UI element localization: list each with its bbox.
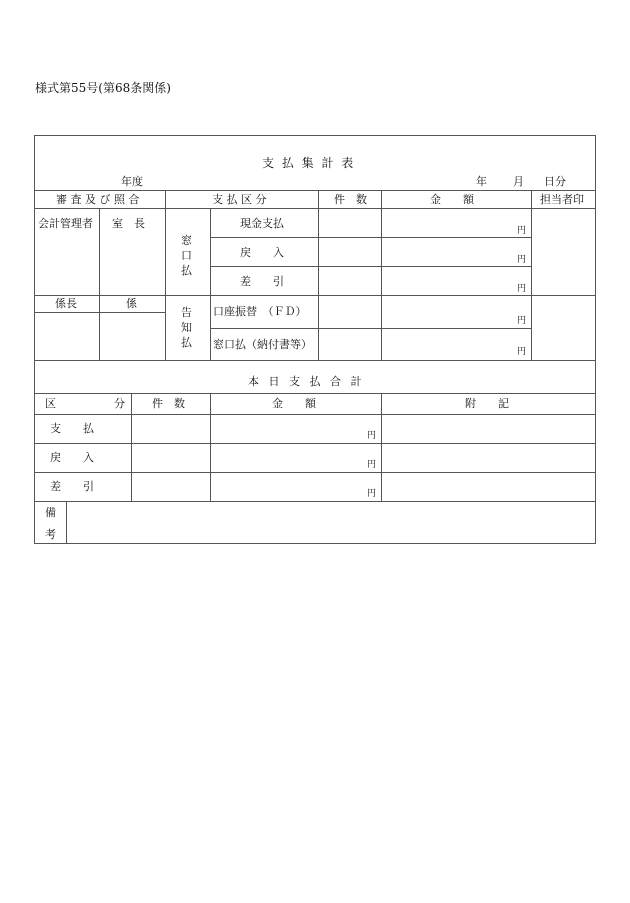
net-label: 差 引 bbox=[240, 275, 284, 288]
yen-unit: 円 bbox=[367, 431, 377, 441]
daily-payment-label: 支 払 bbox=[50, 422, 94, 435]
count-header: 件 数 bbox=[334, 193, 367, 206]
yen-unit: 円 bbox=[517, 284, 527, 294]
review-header: 審 査 及 び 照 合 bbox=[56, 193, 140, 206]
window-payment-group-label: 窓 口 払 bbox=[181, 234, 192, 277]
form-label: 様式第55号(第68条関係) bbox=[35, 81, 171, 95]
payment-category-header: 支 払 区 分 bbox=[212, 193, 267, 206]
category-header-right: 分 bbox=[114, 397, 125, 410]
accounting-manager-label: 会計管理者 bbox=[38, 217, 93, 230]
form-title: 支 払 集 計 表 bbox=[262, 156, 356, 170]
date-year-label: 年 bbox=[476, 175, 487, 188]
staff-label: 係 bbox=[126, 297, 137, 310]
yen-unit: 円 bbox=[517, 347, 527, 357]
daily-refund-label: 戻 入 bbox=[50, 451, 94, 464]
yen-unit: 円 bbox=[517, 255, 527, 265]
date-month-label: 月 bbox=[513, 175, 524, 188]
remarks-label-top: 備 bbox=[45, 506, 56, 519]
yen-unit: 円 bbox=[367, 489, 377, 499]
window-invoice-label: 窓口払（納付書等） bbox=[213, 338, 312, 351]
staff-seal-header: 担当者印 bbox=[540, 193, 584, 206]
remarks-label-bottom: 考 bbox=[45, 528, 56, 541]
daily-count-header: 件 数 bbox=[152, 397, 185, 410]
chief-label: 係長 bbox=[55, 297, 77, 310]
daily-total-title: 本 日 支 払 合 計 bbox=[248, 375, 365, 388]
amount-header: 金 額 bbox=[430, 193, 474, 206]
yen-unit: 円 bbox=[367, 460, 377, 470]
section-chief-label: 室 長 bbox=[112, 217, 145, 230]
account-transfer-label: 口座振替 （ＦＤ） bbox=[213, 305, 307, 318]
yen-unit: 円 bbox=[517, 226, 527, 236]
notice-payment-group-label: 告 知 払 bbox=[181, 306, 192, 349]
date-day-label: 日分 bbox=[544, 175, 566, 188]
note-header: 附 記 bbox=[465, 397, 509, 410]
daily-amount-header: 金 額 bbox=[272, 397, 316, 410]
refund-label: 戻 入 bbox=[240, 246, 284, 259]
yen-unit: 円 bbox=[517, 316, 527, 326]
cash-payment-label: 現金支払 bbox=[240, 217, 284, 230]
category-header-left: 区 bbox=[45, 397, 56, 410]
fiscal-year-label: 年度 bbox=[121, 175, 143, 188]
daily-net-label: 差 引 bbox=[50, 480, 94, 493]
